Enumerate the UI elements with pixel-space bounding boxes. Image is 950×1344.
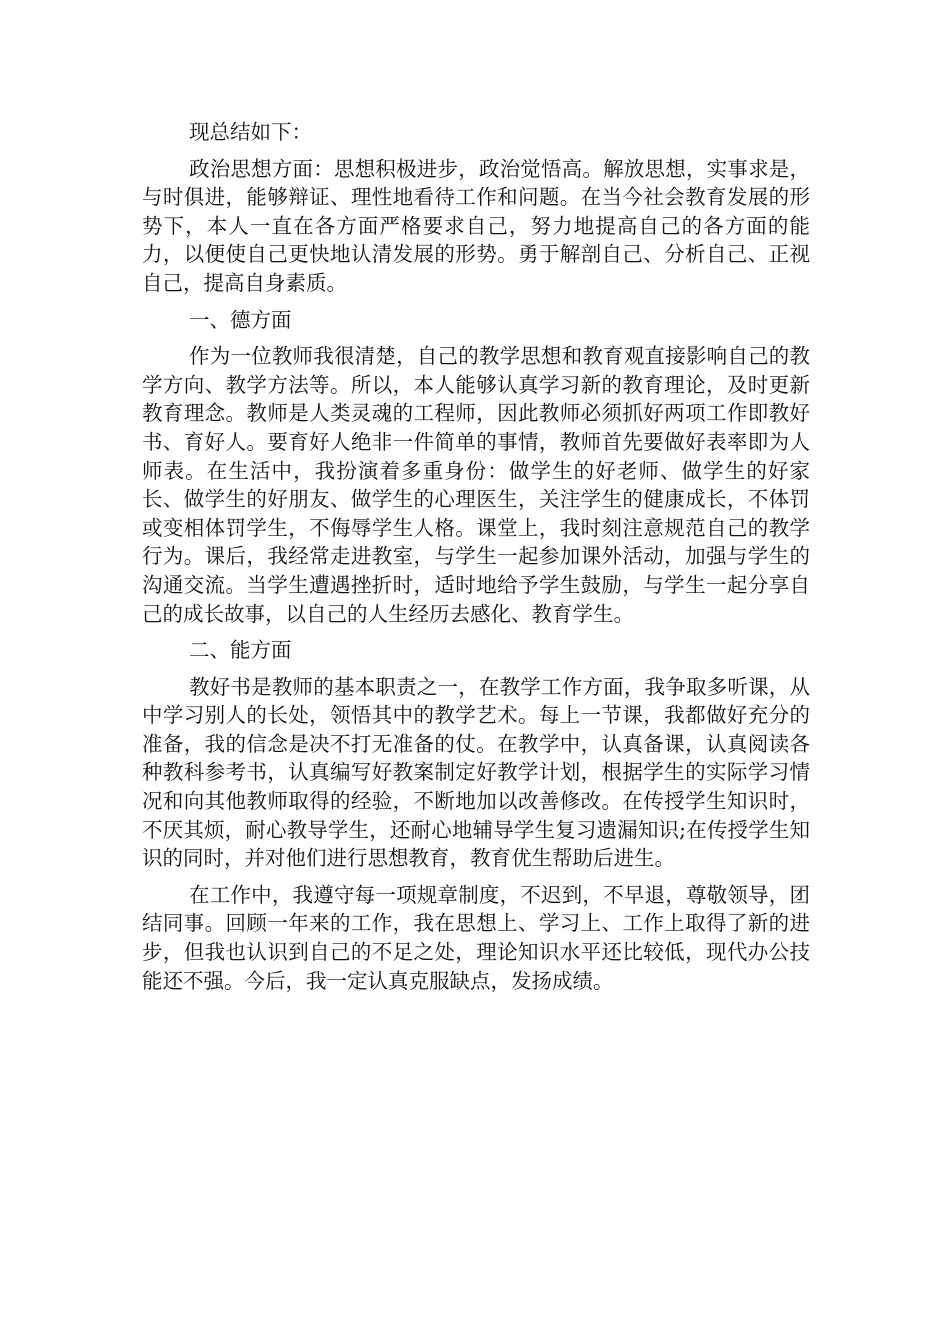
section-heading-ability: 二、能方面 [189, 638, 292, 663]
paragraph-political-thought: 政治思想方面：思想积极进步，政治觉悟高。解放思想，实事求是，与时俱进，能够辩证、理性地看待工作和问题。在当今社会教育发展的形势下，本人一直在各方面严格要求自己，努力地提高自己的各方面的能力，以便使自己更快地认清发展的形势。勇于解剖自己、分析自己、正视自己，提高自身素质。 [142, 156, 810, 295]
intro-line: 现总结如下： [189, 120, 312, 144]
paragraph-conclusion: 在工作中，我遵守每一项规章制度，不迟到，不早退，尊敬领导，团结同事。回顾一年来的工作，我在思想上、学习上、工作上取得了新的进步，但我也认识到自己的不足之处，理论知识水平还比较低，现代办公技能还不强。今后，我一定认真克服缺点，发扬成绩。 [142, 882, 810, 993]
paragraph-morality: 作为一位教师我很清楚，自己的教学思想和教育观直接影响自己的教学方向、教学方法等。所以，本人能够认真学习新的教育理论，及时更新教育理念。教师是人类灵魂的工程师，因此教师必须抓好两项工作即教好书、育好人。要育好人绝非一件简单的事情，教师首先要做好表率即为人师表。在生活中，我扮演着多重身份：做学生的好老师、做学生的好家长、做学生的好朋友、做学生的心理医生，关注学生的健康成长，不体罚或变相体罚学生，不侮辱学生人格。课堂上，我时刻注意规范自己的教学行为。课后，我经常走进教室，与学生一起参加课外活动，加强与学生的沟通交流。当学生遭遇挫折时，适时地给予学生鼓励，与学生一起分享自己的成长故事，以自己的人生经历去感化、教育学生。 [142, 344, 810, 626]
paragraph-ability: 教好书是教师的基本职责之一，在教学工作方面，我争取多听课，从中学习别人的长处，领悟其中的教学艺术。每上一节课，我都做好充分的准备，我的信念是决不打无准备的仗。在教学中，认真备课，认真阅读各种教科参考书，认真编写好教案制定好教学计划，根据学生的实际学习情况和向其他教师取得的经验，不断地加以改善修改。在传授学生知识时，不厌其烦，耐心教导学生，还耐心地辅导学生复习遗漏知识;在传授学生知识的同时，并对他们进行思想教育，教育优生帮助后进生。 [142, 674, 810, 871]
section-heading-morality: 一、德方面 [189, 307, 292, 332]
document-body [142, 118, 810, 1003]
